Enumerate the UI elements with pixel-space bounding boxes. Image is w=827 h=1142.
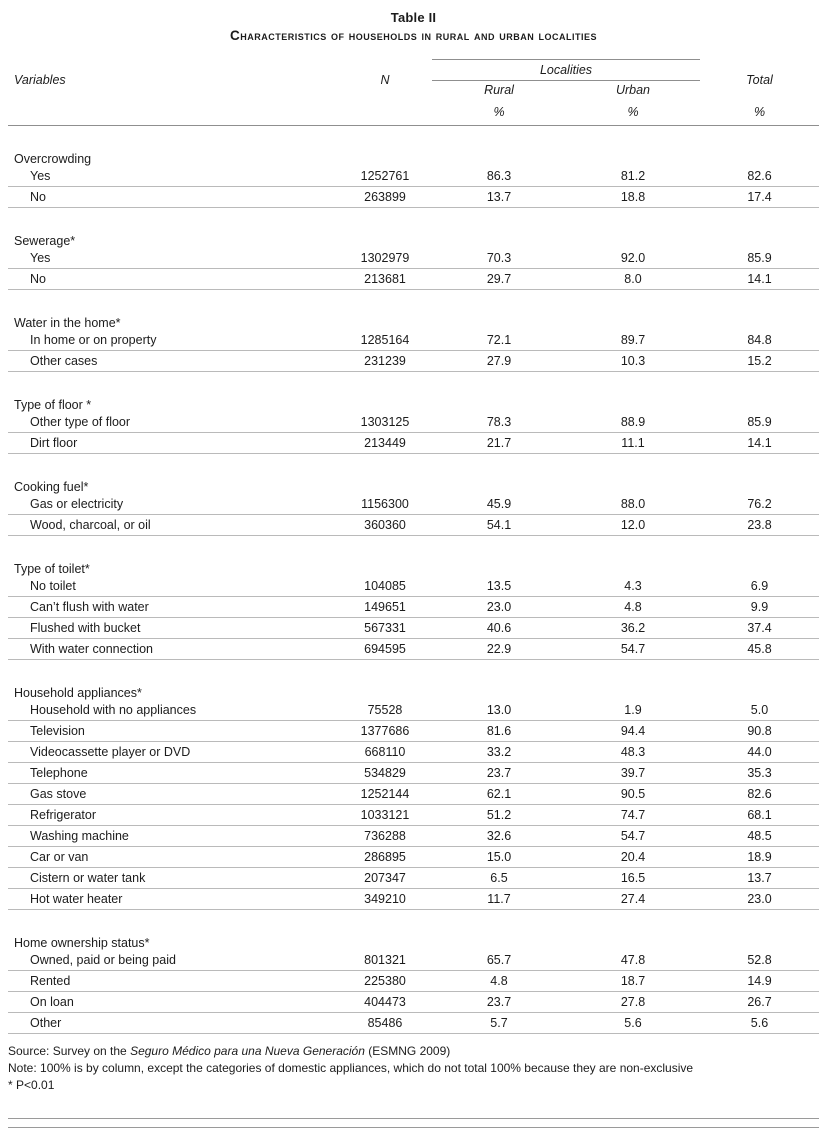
cell-rural: 33.2 xyxy=(432,742,566,763)
table-row xyxy=(8,889,819,910)
table-row xyxy=(8,826,819,847)
cell-total: 84.8 xyxy=(700,330,819,351)
cell-urban: 94.4 xyxy=(566,721,700,742)
header-empty-n xyxy=(338,100,432,126)
header-localities: Localities xyxy=(432,60,700,81)
cell-total: 37.4 xyxy=(700,618,819,639)
header-n: N xyxy=(380,72,390,87)
cell-n: 534829 xyxy=(338,763,432,784)
table-row xyxy=(8,618,819,639)
cell-n: 1252144 xyxy=(338,784,432,805)
cell-urban: 54.7 xyxy=(566,639,700,660)
cell-total: 13.7 xyxy=(700,868,819,889)
cell-rural: 6.5 xyxy=(432,868,566,889)
table-row xyxy=(8,721,819,742)
cell-rural: 45.9 xyxy=(432,494,566,515)
cell-urban: 48.3 xyxy=(566,742,700,763)
cell-n: 1302979 xyxy=(338,248,432,269)
table-row xyxy=(8,700,819,721)
cell-rural: 54.1 xyxy=(432,515,566,536)
table-row xyxy=(8,412,819,433)
section-heading-row xyxy=(8,208,819,248)
header-rural: Rural xyxy=(484,83,514,98)
table-row xyxy=(8,187,819,208)
section-heading: Household appliances* xyxy=(14,685,142,700)
header-urban-percent: % xyxy=(566,100,700,126)
cell-total: 23.0 xyxy=(700,889,819,910)
cell-total: 18.9 xyxy=(700,847,819,868)
table-number-title: Table II xyxy=(390,10,437,25)
cell-label: Gas stove xyxy=(8,784,338,805)
table-row xyxy=(8,576,819,597)
cell-urban: 5.6 xyxy=(566,1013,700,1034)
cell-urban: 90.5 xyxy=(566,784,700,805)
data-table xyxy=(8,59,819,1034)
cell-label: On loan xyxy=(8,992,338,1013)
table-row xyxy=(8,847,819,868)
cell-n: 225380 xyxy=(338,971,432,992)
cell-urban: 54.7 xyxy=(566,826,700,847)
cell-n: 1252761 xyxy=(338,166,432,187)
cell-total: 6.9 xyxy=(700,576,819,597)
cell-rural: 13.7 xyxy=(432,187,566,208)
source-prefix: Source: Survey on the xyxy=(8,1044,131,1058)
cell-total: 44.0 xyxy=(700,742,819,763)
cell-n: 149651 xyxy=(338,597,432,618)
cell-rural: 78.3 xyxy=(432,412,566,433)
cell-urban: 27.4 xyxy=(566,889,700,910)
header-row-spanner xyxy=(8,60,819,81)
cell-rural: 70.3 xyxy=(432,248,566,269)
cell-n: 1156300 xyxy=(338,494,432,515)
cell-n: 75528 xyxy=(338,700,432,721)
cell-rural: 86.3 xyxy=(432,166,566,187)
cell-label: Telephone xyxy=(8,763,338,784)
table-row xyxy=(8,950,819,971)
cell-label: Hot water heater xyxy=(8,889,338,910)
cell-urban: 47.8 xyxy=(566,950,700,971)
cell-n: 207347 xyxy=(338,868,432,889)
cell-total: 48.5 xyxy=(700,826,819,847)
cell-rural: 51.2 xyxy=(432,805,566,826)
table-subtitle: Characteristics of households in rural and urban localities xyxy=(230,28,597,43)
table-row xyxy=(8,248,819,269)
cell-label: No xyxy=(8,269,338,290)
cell-n: 286895 xyxy=(338,847,432,868)
cell-label: Owned, paid or being paid xyxy=(8,950,338,971)
cell-rural: 13.5 xyxy=(432,576,566,597)
cell-urban: 11.1 xyxy=(566,433,700,454)
cell-label: No xyxy=(8,187,338,208)
cell-n: 567331 xyxy=(338,618,432,639)
cell-urban: 4.3 xyxy=(566,576,700,597)
section-heading-row xyxy=(8,910,819,950)
table-row xyxy=(8,1013,819,1034)
cell-n: 1303125 xyxy=(338,412,432,433)
cell-rural: 21.7 xyxy=(432,433,566,454)
cell-n: 263899 xyxy=(338,187,432,208)
cell-label: Refrigerator xyxy=(8,805,338,826)
section-heading-row xyxy=(8,372,819,412)
cell-rural: 72.1 xyxy=(432,330,566,351)
source-note xyxy=(8,1043,819,1060)
section-heading-row xyxy=(8,660,819,700)
table-row xyxy=(8,597,819,618)
table-row xyxy=(8,971,819,992)
cell-urban: 16.5 xyxy=(566,868,700,889)
table-row xyxy=(8,742,819,763)
cell-urban: 18.8 xyxy=(566,187,700,208)
cell-total: 26.7 xyxy=(700,992,819,1013)
cell-urban: 74.7 xyxy=(566,805,700,826)
cell-label: Flushed with bucket xyxy=(8,618,338,639)
cell-n: 349210 xyxy=(338,889,432,910)
cell-rural: 81.6 xyxy=(432,721,566,742)
cell-rural: 27.9 xyxy=(432,351,566,372)
cell-urban: 89.7 xyxy=(566,330,700,351)
cell-label: Washing machine xyxy=(8,826,338,847)
cell-urban: 20.4 xyxy=(566,847,700,868)
cell-label: Other type of floor xyxy=(8,412,338,433)
table-row xyxy=(8,351,819,372)
section-heading: Water in the home* xyxy=(14,315,121,330)
cell-rural: 32.6 xyxy=(432,826,566,847)
section-heading: Type of toilet* xyxy=(14,561,90,576)
cell-urban: 12.0 xyxy=(566,515,700,536)
cell-label: With water connection xyxy=(8,639,338,660)
table-row xyxy=(8,992,819,1013)
section-heading-row xyxy=(8,536,819,576)
cell-n: 213449 xyxy=(338,433,432,454)
cell-total: 52.8 xyxy=(700,950,819,971)
cell-total: 90.8 xyxy=(700,721,819,742)
table-row xyxy=(8,639,819,660)
bottom-double-rule xyxy=(8,1118,819,1128)
cell-urban: 88.0 xyxy=(566,494,700,515)
cell-label: Dirt floor xyxy=(8,433,338,454)
cell-rural: 62.1 xyxy=(432,784,566,805)
cell-label: Gas or electricity xyxy=(8,494,338,515)
table-body xyxy=(8,126,819,1034)
table-row xyxy=(8,805,819,826)
cell-n: 1033121 xyxy=(338,805,432,826)
cell-rural: 65.7 xyxy=(432,950,566,971)
cell-urban: 8.0 xyxy=(566,269,700,290)
cell-total: 5.6 xyxy=(700,1013,819,1034)
cell-n: 104085 xyxy=(338,576,432,597)
cell-total: 17.4 xyxy=(700,187,819,208)
cell-total: 68.1 xyxy=(700,805,819,826)
cell-rural: 23.0 xyxy=(432,597,566,618)
cell-label: Cistern or water tank xyxy=(8,868,338,889)
cell-urban: 39.7 xyxy=(566,763,700,784)
cell-rural: 40.6 xyxy=(432,618,566,639)
cell-n: 668110 xyxy=(338,742,432,763)
section-heading-row xyxy=(8,290,819,330)
cell-label: Can’t flush with water xyxy=(8,597,338,618)
header-empty-variables xyxy=(8,100,338,126)
header-total: Total xyxy=(746,72,773,87)
cell-label: Other cases xyxy=(8,351,338,372)
cell-label: In home or on property xyxy=(8,330,338,351)
cell-label: Household with no appliances xyxy=(8,700,338,721)
cell-rural: 15.0 xyxy=(432,847,566,868)
cell-label: Other xyxy=(8,1013,338,1034)
section-heading-row xyxy=(8,126,819,166)
cell-n: 85486 xyxy=(338,1013,432,1034)
cell-total: 35.3 xyxy=(700,763,819,784)
header-urban: Urban xyxy=(615,83,651,98)
cell-rural: 29.7 xyxy=(432,269,566,290)
cell-label: No toilet xyxy=(8,576,338,597)
section-heading: Sewerage* xyxy=(14,233,76,248)
table-row xyxy=(8,433,819,454)
source-survey-name: Seguro Médico para una Nueva Generación xyxy=(130,1044,365,1058)
cell-label: Car or van xyxy=(8,847,338,868)
cell-total: 85.9 xyxy=(700,248,819,269)
cell-total: 85.9 xyxy=(700,412,819,433)
table-header xyxy=(8,60,819,126)
cell-total: 76.2 xyxy=(700,494,819,515)
source-suffix: (ESMNG 2009) xyxy=(364,1044,451,1058)
cell-urban: 81.2 xyxy=(566,166,700,187)
section-heading: Overcrowding xyxy=(14,151,92,166)
cell-n: 360360 xyxy=(338,515,432,536)
table-row xyxy=(8,494,819,515)
cell-urban: 36.2 xyxy=(566,618,700,639)
header-row-percent xyxy=(8,100,819,126)
cell-total: 82.6 xyxy=(700,784,819,805)
cell-label: Videocassette player or DVD xyxy=(8,742,338,763)
cell-label: Yes xyxy=(8,166,338,187)
section-heading: Type of floor * xyxy=(14,397,92,412)
section-heading-row xyxy=(8,454,819,494)
cell-rural: 5.7 xyxy=(432,1013,566,1034)
cell-label: Yes xyxy=(8,248,338,269)
method-note: Note: 100% is by column, except the categories of domestic appliances, which do not total 100% because they are non-exclusive xyxy=(8,1061,694,1075)
footnotes xyxy=(8,1043,819,1094)
cell-label: Rented xyxy=(8,971,338,992)
table-row xyxy=(8,763,819,784)
cell-urban: 88.9 xyxy=(566,412,700,433)
cell-urban: 4.8 xyxy=(566,597,700,618)
table-row xyxy=(8,515,819,536)
cell-n: 213681 xyxy=(338,269,432,290)
cell-total: 82.6 xyxy=(700,166,819,187)
header-rural-percent: % xyxy=(432,100,566,126)
cell-n: 1285164 xyxy=(338,330,432,351)
cell-n: 736288 xyxy=(338,826,432,847)
section-heading: Home ownership status* xyxy=(14,935,150,950)
cell-urban: 10.3 xyxy=(566,351,700,372)
cell-urban: 27.8 xyxy=(566,992,700,1013)
cell-label: Television xyxy=(8,721,338,742)
cell-n: 404473 xyxy=(338,992,432,1013)
cell-total: 14.1 xyxy=(700,269,819,290)
cell-urban: 92.0 xyxy=(566,248,700,269)
table-row xyxy=(8,784,819,805)
cell-n: 694595 xyxy=(338,639,432,660)
table-row xyxy=(8,166,819,187)
cell-total: 9.9 xyxy=(700,597,819,618)
cell-total: 45.8 xyxy=(700,639,819,660)
cell-total: 23.8 xyxy=(700,515,819,536)
table-row xyxy=(8,269,819,290)
cell-total: 15.2 xyxy=(700,351,819,372)
cell-rural: 23.7 xyxy=(432,763,566,784)
table-row xyxy=(8,330,819,351)
cell-total: 5.0 xyxy=(700,700,819,721)
header-variables: Variables xyxy=(14,72,66,87)
cell-total: 14.9 xyxy=(700,971,819,992)
cell-urban: 1.9 xyxy=(566,700,700,721)
cell-n: 801321 xyxy=(338,950,432,971)
table-row xyxy=(8,868,819,889)
cell-n: 231239 xyxy=(338,351,432,372)
cell-rural: 23.7 xyxy=(432,992,566,1013)
header-total-percent: % xyxy=(700,100,819,126)
cell-rural: 11.7 xyxy=(432,889,566,910)
section-heading: Cooking fuel* xyxy=(14,479,89,494)
cell-rural: 4.8 xyxy=(432,971,566,992)
significance-note: * P<0.01 xyxy=(8,1078,55,1092)
cell-label: Wood, charcoal, or oil xyxy=(8,515,338,536)
cell-rural: 13.0 xyxy=(432,700,566,721)
cell-n: 1377686 xyxy=(338,721,432,742)
cell-total: 14.1 xyxy=(700,433,819,454)
cell-rural: 22.9 xyxy=(432,639,566,660)
cell-urban: 18.7 xyxy=(566,971,700,992)
